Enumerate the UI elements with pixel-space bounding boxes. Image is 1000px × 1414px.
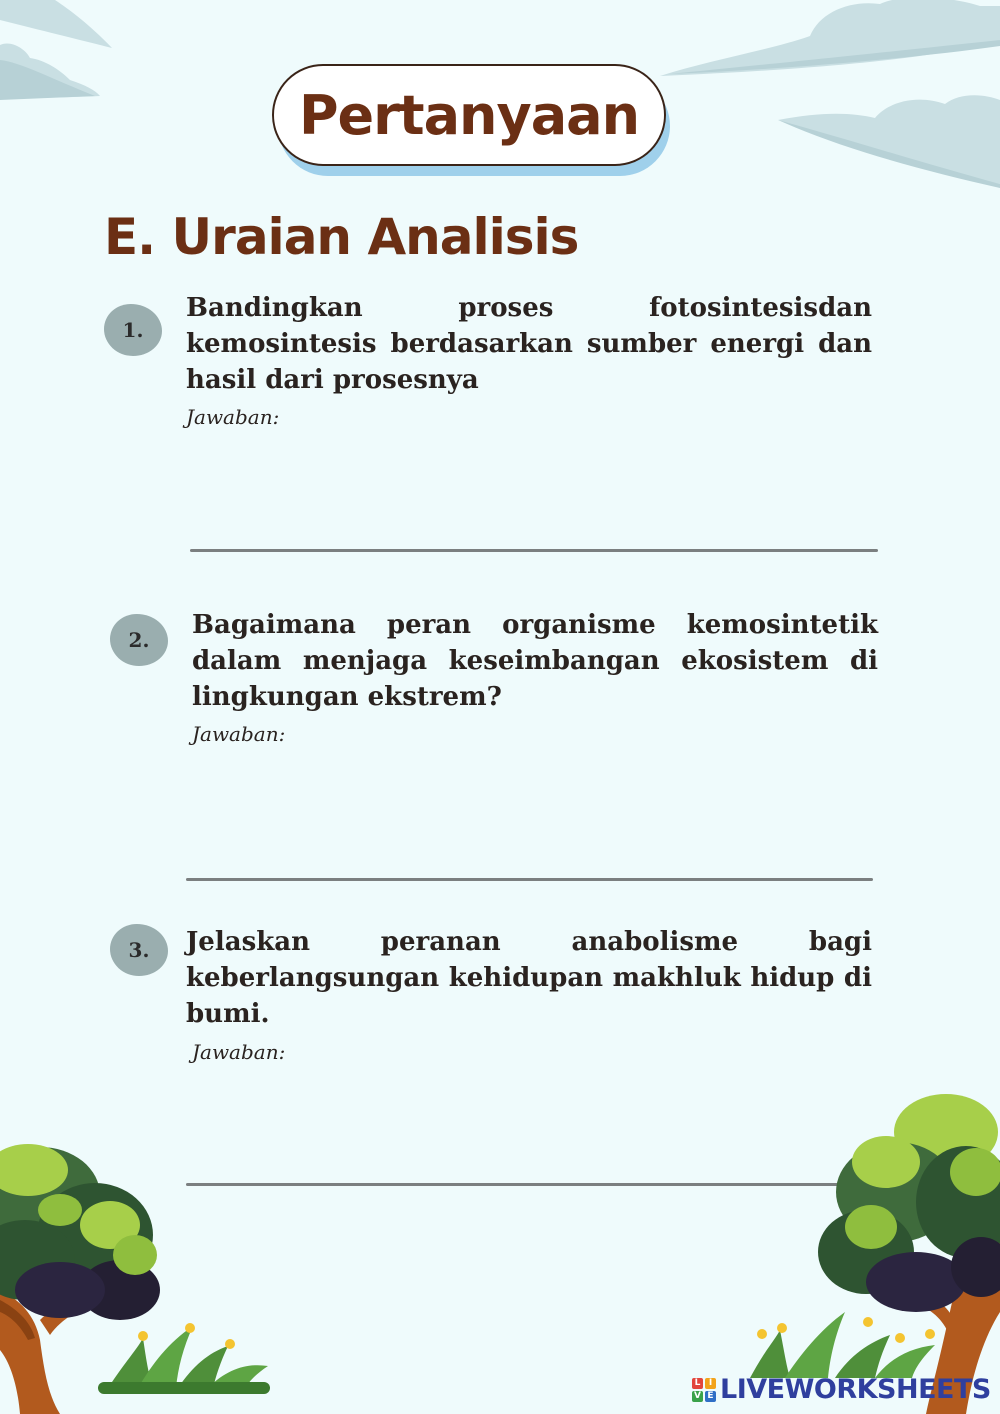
logo-letter: V bbox=[692, 1391, 703, 1402]
logo-letter: L bbox=[692, 1378, 703, 1389]
section-title: E. Uraian Analisis bbox=[104, 208, 579, 266]
title-banner bbox=[272, 64, 664, 164]
answer-label: Jawaban: bbox=[192, 722, 286, 746]
cloud-top-left bbox=[0, 0, 130, 110]
liveworksheets-watermark[interactable] bbox=[692, 1374, 991, 1405]
logo-letter: E bbox=[705, 1391, 716, 1402]
answer-line[interactable] bbox=[190, 549, 878, 552]
answer-line[interactable] bbox=[186, 878, 873, 881]
question-number-badge: 3. bbox=[110, 924, 168, 976]
question-text: Bagaimana peran organisme kemosintetik dalam menjaga keseimbangan ekosistem di lingkungan ekstrem? bbox=[192, 610, 878, 712]
question-text: Bandingkan proses fotosintesisdan kemosintesis berdasarkan sumber energi dan hasil dari prosesnya bbox=[186, 293, 872, 395]
watermark-text: LIVEWORKSHEETS bbox=[720, 1374, 991, 1405]
answer-label: Jawaban: bbox=[192, 1040, 286, 1064]
grass-bottom-left bbox=[98, 1318, 270, 1394]
logo-letter: I bbox=[705, 1378, 716, 1389]
question-text: Jelaskan peranan anabolisme bagi keberlangsungan kehidupan makhluk hidup di bumi. bbox=[186, 927, 872, 1029]
liveworksheets-logo-icon bbox=[692, 1378, 716, 1402]
grass-bottom-right bbox=[740, 1300, 940, 1380]
cloud-top-right bbox=[650, 0, 1000, 190]
answer-line[interactable] bbox=[186, 1183, 873, 1186]
question-number-badge: 2. bbox=[110, 614, 168, 666]
question-number-badge: 1. bbox=[104, 304, 162, 356]
answer-label: Jawaban: bbox=[186, 405, 280, 429]
title-banner-box bbox=[272, 64, 666, 166]
page-title: Pertanyaan bbox=[298, 83, 640, 147]
